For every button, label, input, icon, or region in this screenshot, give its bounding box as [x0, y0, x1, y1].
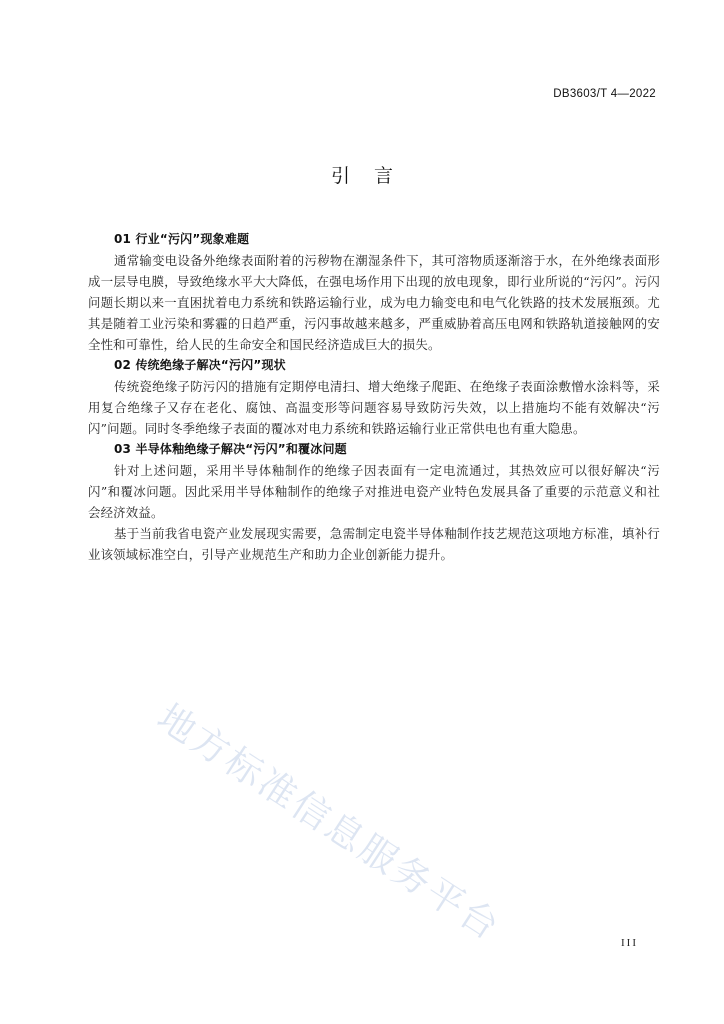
section-heading-2: 02 传统绝缘子解决“污闪”现状 [114, 358, 286, 372]
document-code: DB3603/T 4—2022 [553, 88, 656, 100]
section-1-paragraph-1: 通常输变电设备外绝缘表面附着的污秽物在潮湿条件下，其可溶物质逐渐溶于水，在外绝缘表面形成一层导电膜，导致绝缘水平大大降低，在强电场作用下出现的放电现象，即行业所说的“污闪”。污闪问题长期以来一直困扰着电力系统和铁路运输行业，成为电力输变电和电气化铁路的技术发展瓶颈。尤其是随着工业污染和雾霾的日趋严重，污闪事故越来越多，严重威胁着高压电网和铁路轨道接触网的安全性和可靠性，给人民的生命安全和国民经济造成巨大的损失。 [88, 253, 660, 352]
section-3-paragraph-2: 基于当前我省电瓷产业发展现实需要，急需制定电瓷半导体釉制作技艺规范这项地方标准，填补行业该领域标准空白，引导产业规范生产和助力企业创新能力提升。 [88, 526, 660, 562]
page-number: III [621, 937, 638, 949]
section-heading-1: 01 行业“污闪”现象难题 [114, 232, 250, 246]
document-body [88, 229, 660, 565]
section-3-paragraph-1: 针对上述问题，采用半导体釉制作的绝缘子因表面有一定电流通过，其热效应可以很好解决“污闪”和覆冰问题。因此采用半导体釉制作的绝缘子对推进电瓷产业特色发展具备了重要的示范意义和社会经济效益。 [88, 463, 660, 520]
section-2-paragraph-1: 传统瓷绝缘子防污闪的措施有定期停电清扫、增大绝缘子爬距、在绝缘子表面涂敷憎水涂料等，采用复合绝缘子又存在老化、腐蚀、高温变形等问题容易导致防污失效，以上措施均不能有效解决“污闪”问题。同时冬季绝缘子表面的覆冰对电力系统和铁路运输行业正常供电也有重大隐患。 [88, 379, 660, 436]
watermark-text: 地方标准信息服务平台 [149, 695, 509, 950]
section-heading-3: 03 半导体釉绝缘子解决“污闪”和覆冰问题 [114, 442, 347, 456]
page-title: 引言 [330, 165, 417, 187]
